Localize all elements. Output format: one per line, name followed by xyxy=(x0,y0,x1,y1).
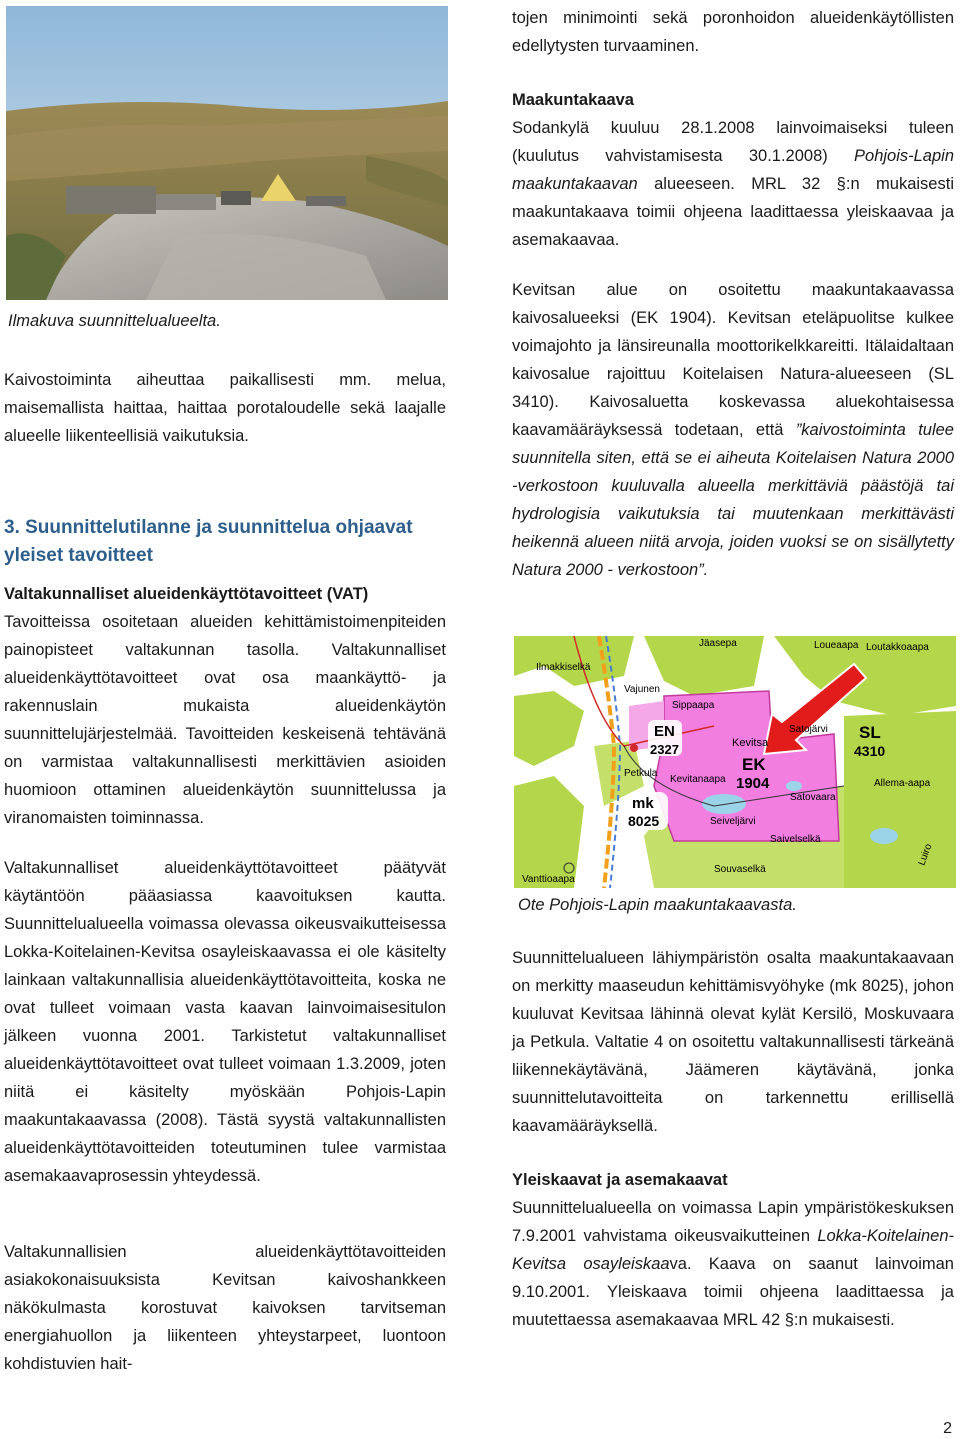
map-label-en: EN xyxy=(654,723,675,740)
paragraph-impacts: Kaivostoiminta aiheuttaa paikallisesti mm. melua, maisemallista haittaa, haittaa porotaloudelle sekä laajalle alueelle liikenteellisiä vaikutuksia. xyxy=(4,371,446,445)
paragraph-vat-kevitsa: Valtakunnallisien alueidenkäyttötavoitteiden asiakokonaisuuksista Kevitsan kaivoshankkeen näkökulmasta korostuvat kaivoksen tarvitseman energiahuollon ja liikenteen yhteystarpeet, luontoon kohdistuvien hait- xyxy=(4,1243,446,1373)
paragraph-yleiskaavat: Suunnittelualueella on voimassa Lapin ympäristökeskuksen 7.9.2001 vahvistama oikeusvaikutteinen Lokka-Koitelainen-Kevitsa osayleiskaava. Kaava on saanut lainvoiman 9.10.2001. Yleiskaava toimii ohjeena laadittaessa ja muutettaessa asemakaavaa MRL 42 §:n mukaisesti. xyxy=(512,1199,954,1329)
map-label-souvaselka: Souvaselkä xyxy=(714,864,766,875)
heading-yleiskaavat: Yleiskaavat ja asemakaavat xyxy=(512,1171,728,1189)
aerial-photo-image xyxy=(6,6,448,300)
map-image xyxy=(514,636,956,888)
map-label-sippaapa: Sippaapa xyxy=(672,700,715,711)
map-label-kevitsa: Kevitsa xyxy=(732,737,769,749)
regional-plan-map xyxy=(514,636,956,888)
map-label-mk: mk xyxy=(632,795,654,812)
aerial-photo xyxy=(6,6,448,300)
map-label-satojarvi: Satojärvi xyxy=(789,724,828,735)
paragraph-maakuntakaava: Sodankylä kuuluu 28.1.2008 lainvoimaiseksi tuleen (kuulutus vahvistamisesta 30.1.2008) Pohjois-Lapin maakuntakaavan alueeseen. MRL 32 §:n mukaisesti maakuntakaava toimii ohjeena laadittaessa yleiskaavaa ja asemakaavaa. xyxy=(512,119,954,249)
map-label-kevitaaapa: Kevitanaapa xyxy=(670,774,726,785)
map-label-ilmakkiselka: Ilmakkiselkä xyxy=(536,662,591,673)
map-label-seiveljarvi: Seiveljärvi xyxy=(710,816,756,827)
map-label-en-num: 2327 xyxy=(650,742,679,757)
paragraph-vat-practice: Valtakunnalliset alueidenkäyttötavoitteet päätyvät käytäntöön pääasiassa kaavoituksen kautta. Suunnittelualueella voimassa olevassa oikeusvaikutteisessa Lokka-Koitelainen-Kevitsa osayleiskaavassa ei ole käsitelty lainkaan valtakunnallisia alueidenkäyttötavoitteita, koska ne ovat tulleet voimaan vasta kaavan lainvoimaisesitulon jälkeen vuonna 2001. Tarkistetut valtakunnalliset alueidenkäyttötavoitteet ovat tulleet voimaan 1.3.2009, joten niitä ei käsitelty myöskään Pohjois-Lapin maakuntakaavassa (2008). Tästä syystä valtakunnallisten alueidenkäyttötavoitteiden toteutuminen tulee varmistaa asemakaavaprosessin yhteydessä. xyxy=(4,859,446,1185)
map-label-satovaara: Satovaara xyxy=(790,792,836,803)
paragraph-kevitsa: Kevitsan alue on osoitettu maakuntakaavassa kaivosalueeksi (EK 1904). Kevitsan eteläpuolitse kulkee voimajohto ja länsireunalla moottorikelkkareitti. Itälaidaltaan kaivosalue rajoittuu Koitelaisen Natura-alueeseen (SL 3410). Kaivosaluetta koskevassa aluekohtaisessa kaavamääräyksessä todetaan, että ”kaivostoiminta tulee suunnitella siten, että se ei aiheuta Koitelaisen Natura 2000 -verkostoon kuuluvalla alueella merkittäviä päästöjä tai hydrologisia vaikutuksia tai muutenkaan merkittävästi heikennä alueen niitä arvoja, joiden vuoksi se on sisällytetty Natura 2000 - verkostoon”. xyxy=(512,281,954,579)
map-label-petkula: Petkula xyxy=(624,768,658,779)
subheading-vat: Valtakunnalliset alueidenkäyttötavoitteet (VAT) xyxy=(4,585,369,603)
map-label-vanttioaapa: Vanttioaapa xyxy=(522,874,575,885)
section-heading: 3. Suunnittelutilanne ja suunnittelua ohjaavat yleiset tavoitteet xyxy=(4,517,413,566)
paragraph-vat-intro: Tavoitteissa osoitetaan alueiden kehittämistoimenpiteiden painopisteet valtakunnan tasolla. Valtakunnalliset alueidenkäyttötavoitteet ovat osa maankäyttö- ja rakennuslain mukaista alueidenkäytön suunnittelujärjestelmää. Tavoitteiden keskeisenä tehtävänä on varmistaa valtakunnallisesti merkittävien asioiden huomioon ottaminen alueidenkäytön suunnittelussa ja viranomaisten toiminnassa. xyxy=(4,613,446,827)
map-label-ek-num: 1904 xyxy=(736,775,770,792)
photo-caption: Ilmakuva suunnittelualueelta. xyxy=(8,312,221,330)
map-label-loutakkoaapa: Loutakkoaapa xyxy=(866,642,929,653)
map-label-allema: Allema-aapa xyxy=(874,778,931,789)
map-label-mk-num: 8025 xyxy=(628,813,660,829)
map-label-vajunen: Vajunen xyxy=(624,684,660,695)
map-label-luiro: Luiro xyxy=(916,842,935,868)
heading-maakuntakaava: Maakuntakaava xyxy=(512,91,634,109)
map-caption: Ote Pohjois-Lapin maakuntakaavasta. xyxy=(518,896,797,914)
map-label-sl-num: 4310 xyxy=(854,743,886,759)
page-number: 2 xyxy=(943,1420,952,1437)
paragraph-development-zone: Suunnittelualueen lähiympäristön osalta maakuntakaavaan on merkitty maaseudun kehittämisvyöhyke (mk 8025), johon kuuluvat Kevitsaa lähinnä olevat kylät Kersilö, Moskuvaara ja Petkula. Valtatie 4 on osoitettu valtakunnallisesti tärkeänä liikennekäytävänä, Jäämeren käytävänä, jonka suunnittelutavoitteita on tarkennettu erillisellä kaavamääräyksellä. xyxy=(512,949,954,1135)
map-label-jaasepa: Jäasepa xyxy=(699,638,737,649)
map-label-saivelselka: Saivelselkä xyxy=(770,834,821,845)
map-label-loueaapa: Loueaapa xyxy=(814,640,859,651)
map-label-sl: SL xyxy=(859,723,881,742)
map-label-ek: EK xyxy=(742,755,766,774)
paragraph-continuation: tojen minimointi sekä poronhoidon alueidenkäytöllisten edellytysten turvaaminen. xyxy=(512,9,954,55)
